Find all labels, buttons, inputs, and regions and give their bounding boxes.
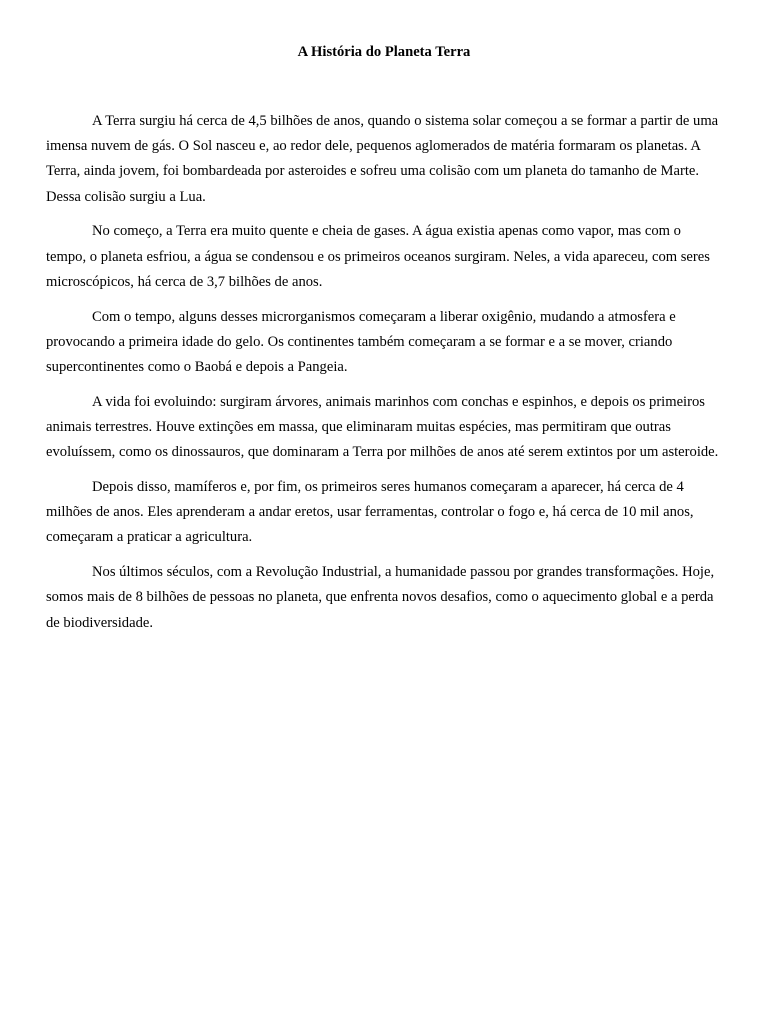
paragraph-1: A Terra surgiu há cerca de 4,5 bilhões de anos, quando o sistema solar começou a se formar a partir de uma imensa nuvem de gás. O Sol nasceu e, ao redor dele, pequenos aglomerados de matéria formaram os planetas. A Terra, ainda jovem, foi bombardeada por asteroides e sofreu uma colisão com um planeta do tamanho de Marte. Dessa colisão surgiu a Lua. [46,113,719,205]
document-title: A História do Planeta Terra [297,44,471,60]
paragraph-2: No começo, a Terra era muito quente e cheia de gases. A água existia apenas como vapor, mas com o tempo, o planeta esfriou, a água se condensou e os primeiros oceanos surgiram. Neles, a vida apareceu, com seres microscópicos, há cerca de 3,7 bilhões de anos. [46,223,710,290]
paragraph-3: Com o tempo, alguns desses microrganismos começaram a liberar oxigênio, mudando a atmosfera e provocando a primeira idade do gelo. Os continentes também começaram a se formar e a se mover, criando supercontinentes como o Baobá e depois a Pangeia. [46,308,676,376]
paragraph-4: A vida foi evoluindo: surgiram árvores, animais marinhos com conchas e espinhos, e depois os primeiros animais terrestres. Houve extinções em massa, que eliminaram muitas espécies, mas permitiram que outras evoluíssem, como os dinossauros, que dominaram a Terra por milhões de anos até serem extintos por um asteroide. [46,393,719,461]
paragraph-6: Nos últimos séculos, com a Revolução Industrial, a humanidade passou por grandes transformações. Hoje, somos mais de 8 bilhões de pessoas no planeta, que enfrenta novos desafios, como o aquecimento global e a perda de biodiversidade. [46,564,715,631]
paragraph-5: Depois disso, mamíferos e, por fim, os primeiros seres humanos começaram a aparecer, há cerca de 4 milhões de anos. Eles aprenderam a andar eretos, usar ferramentas, controlar o fogo e, há cerca de 10 mil anos, começaram a praticar a agricultura. [46,479,694,546]
document-body [46,109,722,645]
